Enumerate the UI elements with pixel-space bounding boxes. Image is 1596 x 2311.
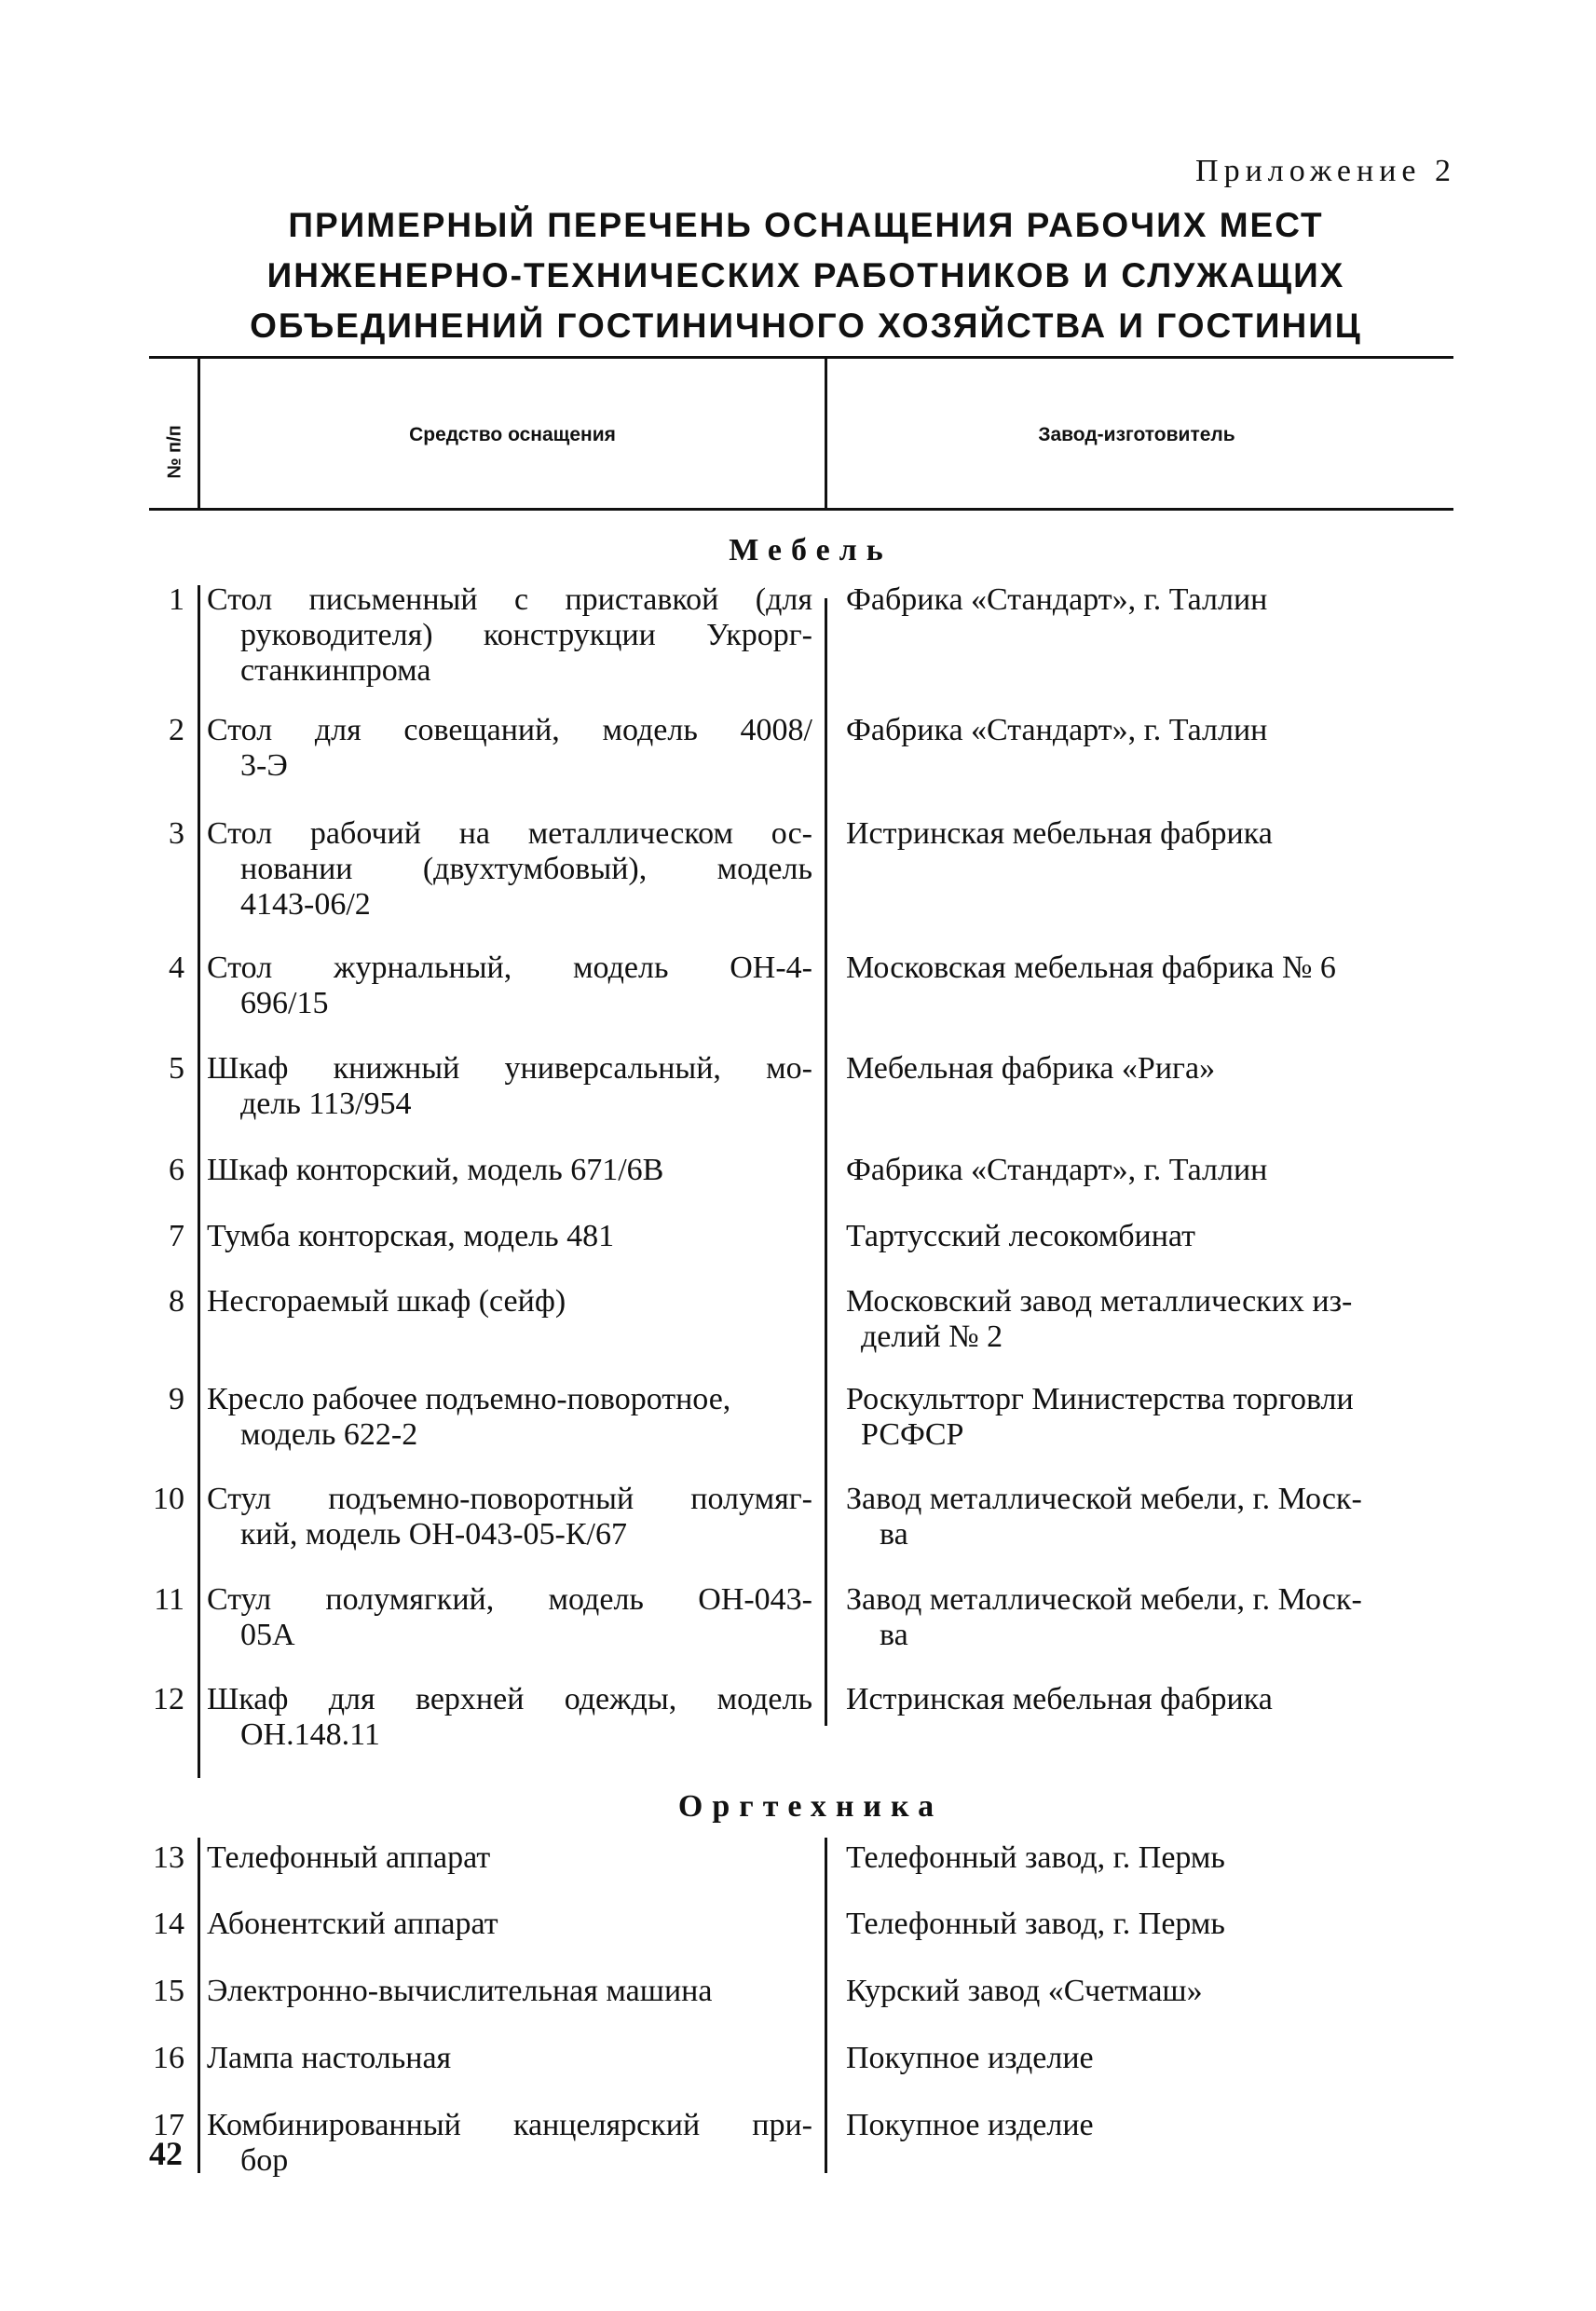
manufacturer-cell: [846, 1582, 1461, 1653]
equipment-cell: [207, 1051, 812, 1122]
cell-line: ва: [880, 1618, 908, 1652]
cell-line: 696/15: [240, 986, 329, 1020]
cell-line: ОН.148.11: [240, 1717, 380, 1752]
cell-line: Лампа настольная: [207, 2041, 452, 2075]
row-number: 6: [169, 1153, 184, 1187]
equipment-cell: [207, 2041, 812, 2076]
cell-line: Стол для совещаний, модель 4008/: [207, 713, 812, 747]
cell-line: Стол журнальный, модель ОН-4-: [207, 950, 812, 985]
row-number: 13: [153, 1840, 184, 1875]
cell-line: Истринская мебельная фабрика: [846, 1682, 1273, 1716]
cell-line: Шкаф конторский, модель 671/6В: [207, 1153, 664, 1187]
equipment-cell: [207, 1382, 812, 1453]
row-number: 17: [153, 2108, 184, 2142]
cell-line: Несгораемый шкаф (сейф): [207, 1284, 566, 1319]
cell-line: Комбинированный канцелярский при-: [207, 2108, 812, 2142]
cell-line: Завод металлической мебели, г. Моск-: [846, 1582, 1362, 1617]
cell-line: 4143-06/2: [240, 887, 371, 922]
section2-divider-num: [198, 1838, 200, 2173]
document-title: [224, 200, 1388, 351]
cell-line: Завод металлической мебели, г. Моск-: [846, 1482, 1362, 1516]
cell-line: Стул полумягкий, модель ОН-043-: [207, 1582, 812, 1617]
row-number: 12: [153, 1682, 184, 1716]
equipment-cell: [207, 1482, 812, 1552]
cell-line: Истринская мебельная фабрика: [846, 816, 1273, 851]
equipment-cell: [207, 950, 812, 1021]
equipment-cell: [207, 1219, 812, 1254]
cell-line: Телефонный завод, г. Пермь: [846, 1907, 1225, 1941]
cell-line: РСФСР: [861, 1417, 964, 1452]
row-number: 2: [169, 713, 184, 747]
header-bottom-rule: [149, 508, 1453, 511]
row-number: 8: [169, 1284, 184, 1319]
manufacturer-cell: [846, 1482, 1461, 1552]
row-number: 4: [169, 950, 184, 985]
cell-line: станкинпрома: [240, 653, 431, 688]
manufacturer-cell: [846, 1219, 1461, 1254]
title-line: ИНЖЕНЕРНО-ТЕХНИЧЕСКИХ РАБОТНИКОВ И СЛУЖАЩИХ: [266, 256, 1345, 294]
manufacturer-cell: [846, 1682, 1461, 1717]
row-number: 7: [169, 1219, 184, 1253]
equipment-cell: [207, 1682, 812, 1753]
cell-line: модель 622-2: [240, 1417, 418, 1452]
manufacturer-cell: [846, 713, 1461, 748]
title-line: ОБЪЕДИНЕНИЙ ГОСТИНИЧНОГО ХОЗЯЙСТВА И ГОСТИНИЦ: [250, 307, 1362, 345]
cell-line: Стол рабочий на металлическом ос-: [207, 816, 812, 851]
equipment-cell: [207, 816, 812, 923]
header-equipment: Средство оснащения: [409, 424, 616, 445]
manufacturer-cell: [846, 1284, 1461, 1355]
manufacturer-cell: [846, 1907, 1461, 1942]
cell-line: Московский завод металлических из-: [846, 1284, 1353, 1319]
manufacturer-cell: [846, 1840, 1461, 1876]
cell-line: кий, модель ОН-043-05-К/67: [240, 1517, 628, 1552]
header-divider-maker: [825, 358, 827, 508]
row-number: 15: [153, 1974, 184, 2008]
cell-line: Телефонный завод, г. Пермь: [846, 1840, 1225, 1875]
cell-line: новании (двухтумбовый), модель: [240, 852, 812, 886]
cell-line: 05А: [240, 1618, 295, 1652]
cell-line: Абонентский аппарат: [207, 1907, 498, 1941]
cell-line: Фабрика «Стандарт», г. Таллин: [846, 582, 1268, 617]
page-number: 42: [149, 2135, 183, 2172]
header-manufacturer: Завод-изготовитель: [1038, 424, 1235, 445]
cell-line: Тумба конторская, модель 481: [207, 1219, 615, 1253]
cell-line: Тартусский лесокомбинат: [846, 1219, 1195, 1253]
manufacturer-cell: [846, 1051, 1461, 1087]
cell-line: руководителя) конструкции Укрорг-: [240, 618, 812, 652]
equipment-cell: [207, 1153, 812, 1188]
row-number: 10: [153, 1482, 184, 1516]
cell-line: дель 113/954: [240, 1087, 412, 1121]
section1-divider-num: [198, 585, 200, 1778]
cell-line: Курский завод «Счетмаш»: [846, 1974, 1203, 2008]
cell-line: бор: [240, 2143, 289, 2178]
row-number: 11: [154, 1582, 184, 1617]
cell-line: Стол письменный с приставкой (для: [207, 582, 812, 617]
equipment-cell: [207, 582, 812, 689]
cell-line: Московская мебельная фабрика № 6: [846, 950, 1336, 985]
equipment-cell: [207, 1840, 812, 1876]
row-number: 14: [153, 1907, 184, 1941]
header-number-label: № п/п: [164, 425, 185, 479]
equipment-cell: [207, 1582, 812, 1653]
manufacturer-cell: [846, 2108, 1461, 2143]
equipment-cell: [207, 713, 812, 784]
section-title-furniture: Мебель: [729, 533, 893, 567]
cell-line: Шкаф книжный универсальный, мо-: [207, 1051, 812, 1086]
manufacturer-cell: [846, 816, 1461, 852]
cell-line: делий № 2: [861, 1320, 1003, 1354]
equipment-cell: [207, 2108, 812, 2179]
row-number: 3: [169, 816, 184, 851]
cell-line: ва: [880, 1517, 908, 1552]
cell-line: Покупное изделие: [846, 2108, 1094, 2142]
row-number: 1: [169, 582, 184, 617]
cell-line: Покупное изделие: [846, 2041, 1094, 2075]
manufacturer-cell: [846, 1153, 1461, 1188]
section2-divider-maker: [825, 1838, 827, 2173]
cell-line: Фабрика «Стандарт», г. Таллин: [846, 1153, 1268, 1187]
header-number: [157, 405, 194, 499]
cell-line: Фабрика «Стандарт», г. Таллин: [846, 713, 1268, 747]
cell-line: 3-Э: [240, 748, 288, 783]
section-title-office-equipment: Оргтехника: [677, 1789, 944, 1824]
table-top-rule: [149, 356, 1453, 359]
manufacturer-cell: [846, 582, 1461, 618]
equipment-cell: [207, 1974, 812, 2009]
equipment-cell: [207, 1907, 812, 1942]
title-line: ПРИМЕРНЫЙ ПЕРЕЧЕНЬ ОСНАЩЕНИЯ РАБОЧИХ МЕСТ: [288, 206, 1324, 244]
manufacturer-cell: [846, 1382, 1461, 1453]
manufacturer-cell: [846, 950, 1461, 986]
cell-line: Электронно-вычислительная машина: [207, 1974, 713, 2008]
cell-line: Роскультторг Министерства торговли: [846, 1382, 1354, 1416]
cell-line: Мебельная фабрика «Рига»: [846, 1051, 1216, 1086]
cell-line: Кресло рабочее подъемно-поворотное,: [207, 1382, 731, 1416]
cell-line: Стул подъемно-поворотный полумяг-: [207, 1482, 812, 1516]
row-number: 9: [169, 1382, 184, 1416]
section1-divider-maker: [825, 598, 827, 1726]
manufacturer-cell: [846, 1974, 1461, 2009]
appendix-label: Приложение 2: [1195, 154, 1456, 188]
cell-line: Телефонный аппарат: [207, 1840, 491, 1875]
header-divider-num: [198, 358, 200, 508]
equipment-cell: [207, 1284, 812, 1320]
manufacturer-cell: [846, 2041, 1461, 2076]
row-number: 5: [169, 1051, 184, 1086]
cell-line: Шкаф для верхней одежды, модель: [207, 1682, 812, 1716]
row-number: 16: [153, 2041, 184, 2075]
